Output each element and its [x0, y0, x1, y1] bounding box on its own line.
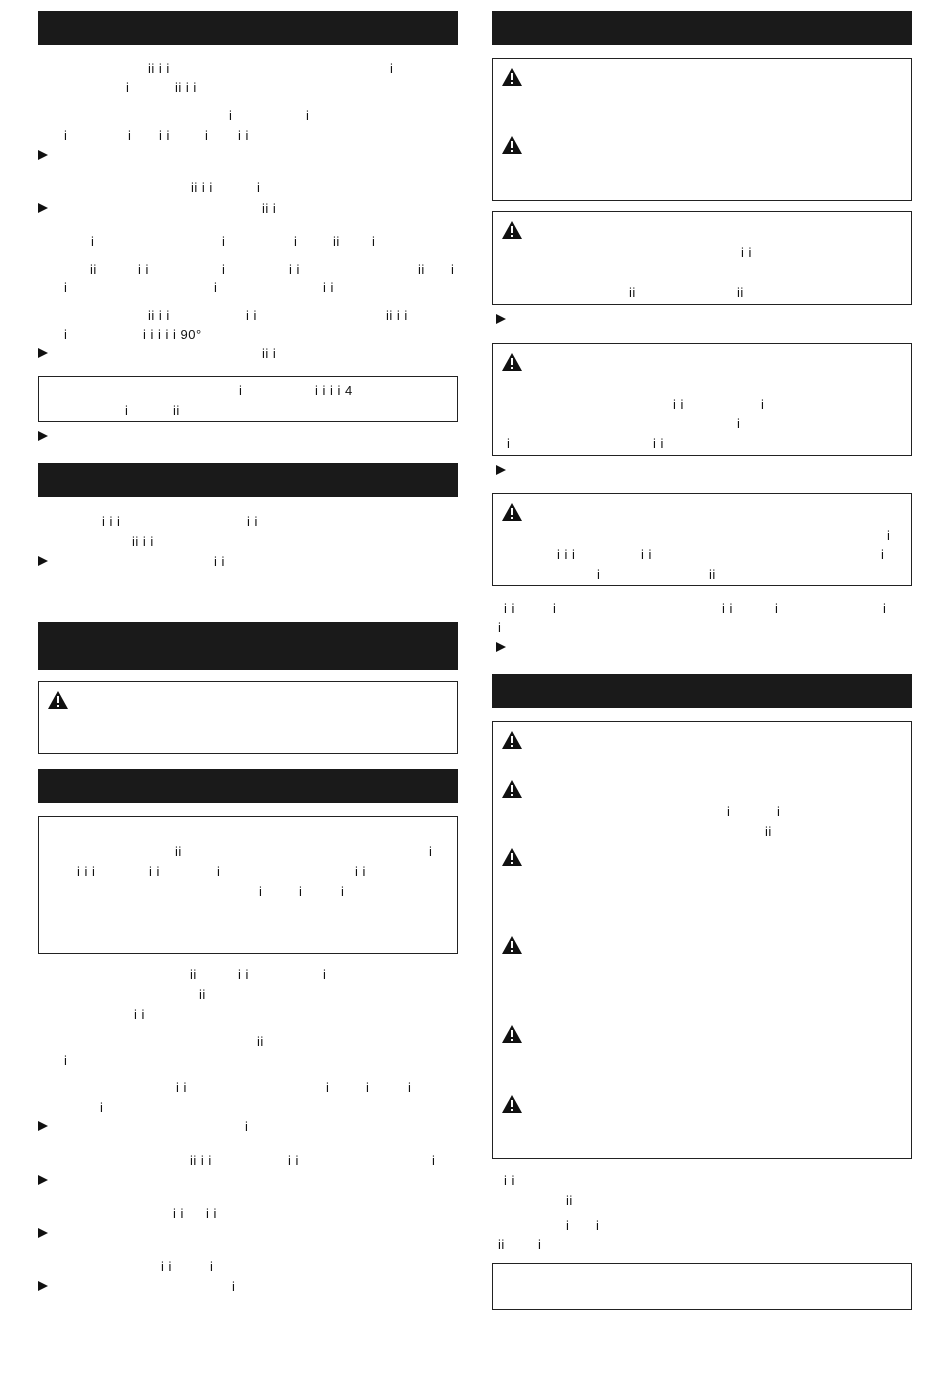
text-line: i [245, 1119, 249, 1134]
text-line: i i [176, 1080, 187, 1095]
warning-triangle-icon [501, 779, 523, 799]
bullet-arrow-icon [38, 348, 48, 358]
section-header-bar [492, 11, 912, 45]
text-line: i i [653, 436, 664, 451]
text-line: i [239, 383, 243, 398]
warning-triangle-icon [501, 1024, 523, 1044]
warning-box [492, 493, 912, 586]
text-line: i i [247, 514, 258, 529]
bullet-arrow-icon [38, 150, 48, 160]
text-line: i [232, 1279, 236, 1294]
warning-triangle-icon [501, 730, 523, 750]
text-line: i [128, 128, 132, 143]
section-header-bar [38, 769, 458, 803]
note-box [38, 816, 458, 954]
text-line: ii [498, 1237, 505, 1252]
text-line: i [737, 416, 741, 431]
bullet-arrow-icon [38, 1175, 48, 1185]
text-line: i [126, 80, 130, 95]
text-line: i [883, 601, 887, 616]
text-line: ii [90, 262, 97, 277]
bullet-arrow-icon [496, 465, 506, 475]
text-line: i i [161, 1259, 172, 1274]
text-line: i [217, 864, 221, 879]
warning-box [492, 58, 912, 201]
text-line: i [408, 1080, 412, 1095]
text-line: ii [199, 987, 206, 1002]
text-line: i [326, 1080, 330, 1095]
text-line: ii [566, 1193, 573, 1208]
text-line: i [777, 804, 781, 819]
text-line: i [64, 280, 68, 295]
warning-triangle-icon [501, 935, 523, 955]
section-header-bar [492, 674, 912, 708]
text-line: i [881, 547, 885, 562]
text-line: ii i [262, 201, 277, 216]
text-line: ii [175, 844, 182, 859]
text-line: i i i i 4 [315, 383, 353, 398]
text-line: i [761, 397, 765, 412]
text-line: i [372, 234, 376, 249]
text-line: i [306, 108, 310, 123]
text-line: i i [173, 1206, 184, 1221]
text-line: i [64, 128, 68, 143]
section-header-bar-tall [38, 622, 458, 670]
text-line: i i [289, 262, 300, 277]
text-line: i [214, 280, 218, 295]
text-line: i [222, 234, 226, 249]
warning-triangle-icon [47, 690, 69, 710]
section-header-bar [38, 463, 458, 497]
text-line: i i [722, 601, 733, 616]
text-line: ii [190, 967, 197, 982]
text-line: i [887, 528, 891, 543]
text-line: i [538, 1237, 542, 1252]
text-line: ii i i [190, 1153, 212, 1168]
text-line: i i i [557, 547, 576, 562]
text-line: i i [159, 128, 170, 143]
text-line: i [597, 567, 601, 582]
warning-box [492, 211, 912, 305]
text-line: i [596, 1218, 600, 1233]
text-line: i i [504, 601, 515, 616]
text-line: ii [765, 824, 772, 839]
text-line: i i [355, 864, 366, 879]
text-line: i [566, 1218, 570, 1233]
text-line: ii i i [191, 180, 213, 195]
bullet-arrow-icon [38, 1228, 48, 1238]
note-box [38, 376, 458, 422]
text-line: i [775, 601, 779, 616]
bullet-arrow-icon [38, 1121, 48, 1131]
text-line: i i [214, 554, 225, 569]
text-line: i i [134, 1007, 145, 1022]
warning-triangle-icon [501, 502, 523, 522]
text-line: i i [673, 397, 684, 412]
text-line: i [727, 804, 731, 819]
text-line: i [323, 967, 327, 982]
text-line: i [390, 61, 394, 76]
text-line: i [366, 1080, 370, 1095]
text-line: i i [323, 280, 334, 295]
text-line: i [64, 327, 68, 342]
text-line: i [259, 884, 263, 899]
text-line: ii i i [175, 80, 197, 95]
warning-box [492, 343, 912, 456]
text-line: i i i i i 90° [143, 327, 202, 342]
text-line: ii i i [386, 308, 408, 323]
text-line: i [553, 601, 557, 616]
warning-triangle-icon [501, 352, 523, 372]
text-line: i i [288, 1153, 299, 1168]
warning-triangle-icon [501, 1094, 523, 1114]
text-line: i i [149, 864, 160, 879]
text-line: i [100, 1100, 104, 1115]
text-line: i [451, 262, 455, 277]
text-line: i [498, 620, 502, 635]
text-line: i [294, 234, 298, 249]
text-line: i i i [77, 864, 96, 879]
text-line: ii [333, 234, 340, 249]
text-line: i i [741, 245, 752, 260]
warning-box [38, 681, 458, 754]
text-line: i [210, 1259, 214, 1274]
text-line: ii [173, 403, 180, 418]
text-line: i [91, 234, 95, 249]
warning-triangle-icon [501, 135, 523, 155]
bullet-arrow-icon [496, 314, 506, 324]
bullet-arrow-icon [38, 1281, 48, 1291]
bullet-arrow-icon [496, 642, 506, 652]
text-line: i [341, 884, 345, 899]
bullet-arrow-icon [38, 556, 48, 566]
text-line: i i [246, 308, 257, 323]
text-line: i [429, 844, 433, 859]
text-line: i i [206, 1206, 217, 1221]
text-line: ii [418, 262, 425, 277]
bullet-arrow-icon [38, 431, 48, 441]
text-line: i [299, 884, 303, 899]
text-line: i i [238, 967, 249, 982]
text-line: ii [737, 285, 744, 300]
text-line: ii i i [148, 61, 170, 76]
warning-box [492, 721, 912, 1159]
text-line: i [229, 108, 233, 123]
text-line: ii i i [148, 308, 170, 323]
text-line: i [507, 436, 511, 451]
text-line: ii [629, 285, 636, 300]
text-line: i i i [102, 514, 121, 529]
text-line: ii i [262, 346, 277, 361]
text-line: i [432, 1153, 436, 1168]
text-line: i [257, 180, 261, 195]
text-line: ii [257, 1034, 264, 1049]
text-line: i [64, 1053, 68, 1068]
warning-triangle-icon [501, 220, 523, 240]
text-line: i [125, 403, 129, 418]
text-line: i i [238, 128, 249, 143]
bullet-arrow-icon [38, 203, 48, 213]
note-box [492, 1263, 912, 1310]
text-line: i [222, 262, 226, 277]
warning-triangle-icon [501, 847, 523, 867]
warning-triangle-icon [501, 67, 523, 87]
text-line: ii i i [132, 534, 154, 549]
text-line: i i [641, 547, 652, 562]
text-line: i i [504, 1173, 515, 1188]
section-header-bar [38, 11, 458, 45]
text-line: ii [709, 567, 716, 582]
text-line: i i [138, 262, 149, 277]
text-line: i [205, 128, 209, 143]
